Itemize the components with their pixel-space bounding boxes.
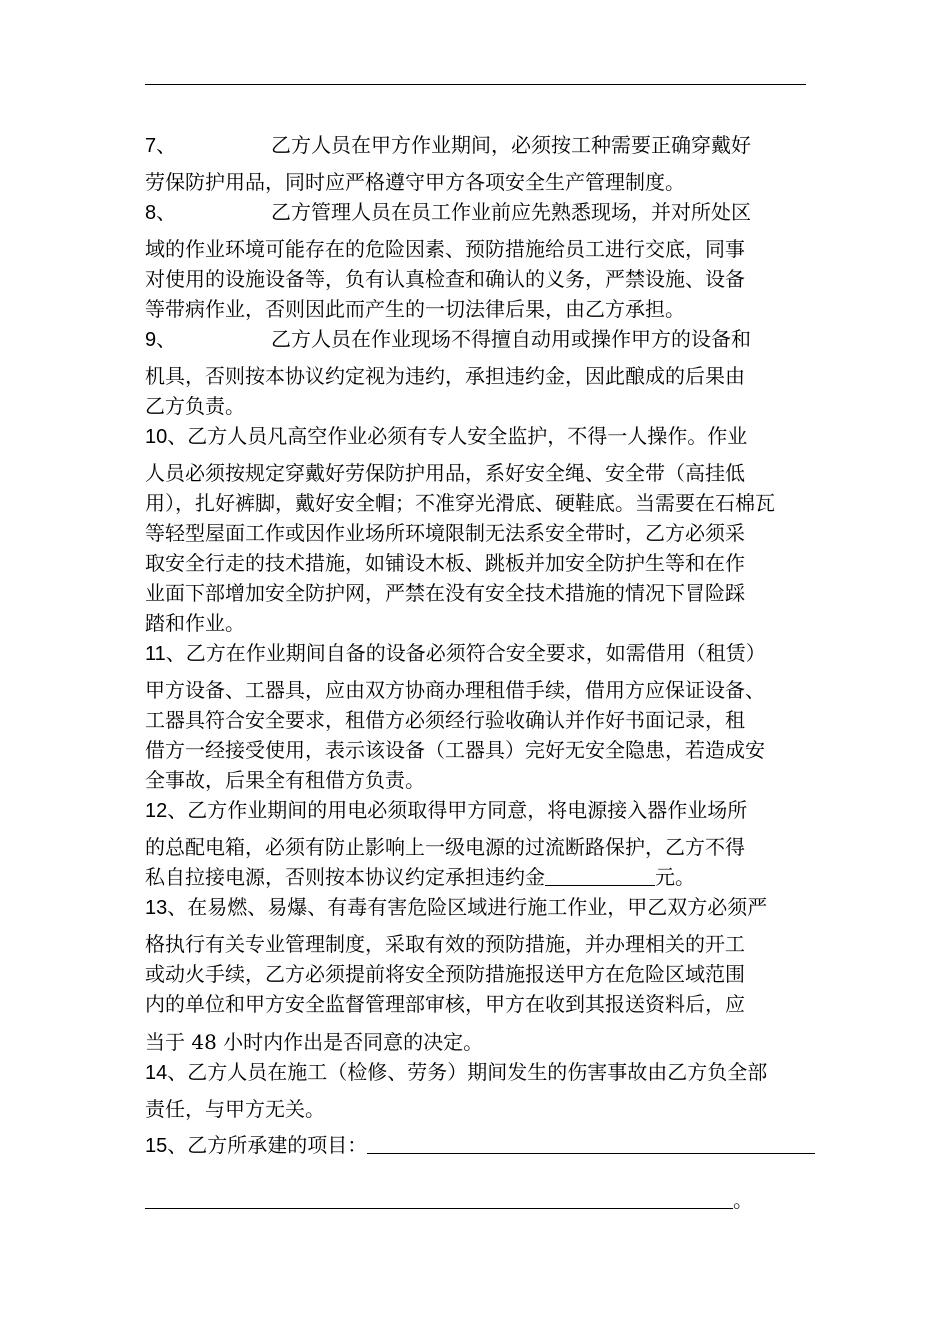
clause-11	[145, 638, 806, 795]
clause-line: 内的单位和甲方安全监督管理部审核，甲方在收到其报送资料后，应	[145, 992, 745, 1016]
clause-line: 或动火手续，乙方必须提前将安全预防措施报送甲方在危险区域范围	[145, 962, 745, 986]
clause-number: 11、	[145, 643, 186, 665]
clause-line: 工器具符合安全要求，租借方必须经行验收确认并作好书面记录，租	[145, 708, 745, 732]
clause-text: 乙方作业期间的用电必须取得甲方同意，将电源接入器作业场所	[187, 798, 748, 822]
clause-text: 乙方在作业期间自备的设备必须符合安全要求，如需借用（租赁）	[185, 641, 766, 665]
clause-12	[145, 795, 806, 892]
clause-line: 当于 48 小时内作出是否同意的决定。	[145, 1030, 484, 1054]
clause-end-mark: 。	[733, 1188, 753, 1212]
clause-14	[145, 1057, 806, 1124]
clause-line: 机具，否则按本协议约定视为违约，承担违约金，因此酿成的后果由	[145, 364, 745, 388]
clause-number: 13、	[145, 897, 188, 919]
clause-text: 乙方人员在施工（检修、劳务）期间发生的伤害事故由乙方负全部	[187, 1060, 768, 1084]
clause-line: 取安全行走的技术措施，如铺设木板、跳板并加安全防护生等和在作	[145, 551, 745, 575]
project-name-blank[interactable]	[367, 1131, 815, 1154]
clause-line: 人员必须按规定穿戴好劳保防护用品，系好安全绳、安全带（高挂低	[145, 461, 745, 485]
clause-number: 10、	[145, 426, 188, 448]
clause-line-with-blank	[145, 862, 806, 892]
clause-number: 14、	[145, 1062, 188, 1084]
clause-number: 8、	[145, 202, 177, 224]
clause-line: 业面下部增加安全防护网，严禁在没有安全技术措施的情况下冒险踩	[145, 581, 745, 605]
clause-text: 乙方人员凡高空作业必须有专人安全监护，不得一人操作。作业	[187, 424, 748, 448]
clause-13	[145, 892, 806, 1057]
clause-number: 12、	[145, 800, 188, 822]
project-name-blank-2[interactable]	[145, 1186, 733, 1209]
clause-line: 格执行有关专业管理制度，采取有效的预防措施，并办理相关的开工	[145, 932, 745, 956]
header-rule	[145, 84, 806, 85]
clause-number: 9、	[145, 329, 177, 351]
clause-number: 15、	[145, 1135, 188, 1157]
clause-line: 用），扎好裤脚，戴好安全帽；不准穿光滑底、硬鞋底。当需要在石棉瓦	[145, 491, 775, 515]
clause-line: 域的作业环境可能存在的危险因素、预防措施给员工进行交底，同事	[145, 237, 745, 261]
penalty-amount-blank[interactable]	[545, 863, 655, 886]
clause-text: 乙方人员在作业现场不得擅自动用或操作甲方的设备和	[271, 327, 751, 351]
clause-number: 7、	[145, 135, 177, 157]
clause-text: 乙方管理人员在员工作业前应先熟悉现场，并对所处区	[271, 200, 751, 224]
clause-10	[145, 421, 806, 638]
clause-line: 乙方负责。	[145, 394, 245, 418]
clause-line: 对使用的设施设备等，负有认真检查和确认的义务，严禁设施、设备	[145, 267, 745, 291]
clause-line: 借方一经接受使用，表示该设备（工器具）完好无安全隐患，若造成安	[145, 738, 765, 762]
clause-line: 踏和作业。	[145, 611, 245, 635]
contract-body	[145, 130, 806, 1215]
clause-line: 等轻型屋面工作或因作业场所环境限制无法系安全带时，乙方必须采	[145, 521, 745, 545]
clause-text: 在易燃、易爆、有毒有害危险区域进行施工作业，甲乙双方必须严	[187, 895, 768, 919]
clause-7	[145, 130, 806, 197]
clause-line: 劳保防护用品，同时应严格遵守甲方各项安全生产管理制度。	[145, 170, 685, 194]
clause-text: 乙方所承建的项目：	[187, 1133, 368, 1157]
clause-text: 元。	[655, 865, 695, 889]
clause-text: 私自拉接电源，否则按本协议约定承担违约金	[145, 865, 545, 889]
clause-8	[145, 197, 806, 324]
project-name-continuation	[145, 1185, 806, 1215]
clause-line: 全事故，后果全有租借方负责。	[145, 768, 425, 792]
clause-line: 等带病作业，否则因此而产生的一切法律后果，由乙方承担。	[145, 297, 685, 321]
clause-line: 甲方设备、工器具，应由双方协商办理租借手续，借用方应保证设备、	[145, 678, 765, 702]
clause-15	[145, 1130, 806, 1215]
clause-line: 的总配电箱，必须有防止影响上一级电源的过流断路保护，乙方不得	[145, 835, 745, 859]
clause-9	[145, 324, 806, 421]
clause-line: 责任，与甲方无关。	[145, 1097, 325, 1121]
clause-text: 乙方人员在甲方作业期间，必须按工种需要正确穿戴好	[271, 133, 751, 157]
